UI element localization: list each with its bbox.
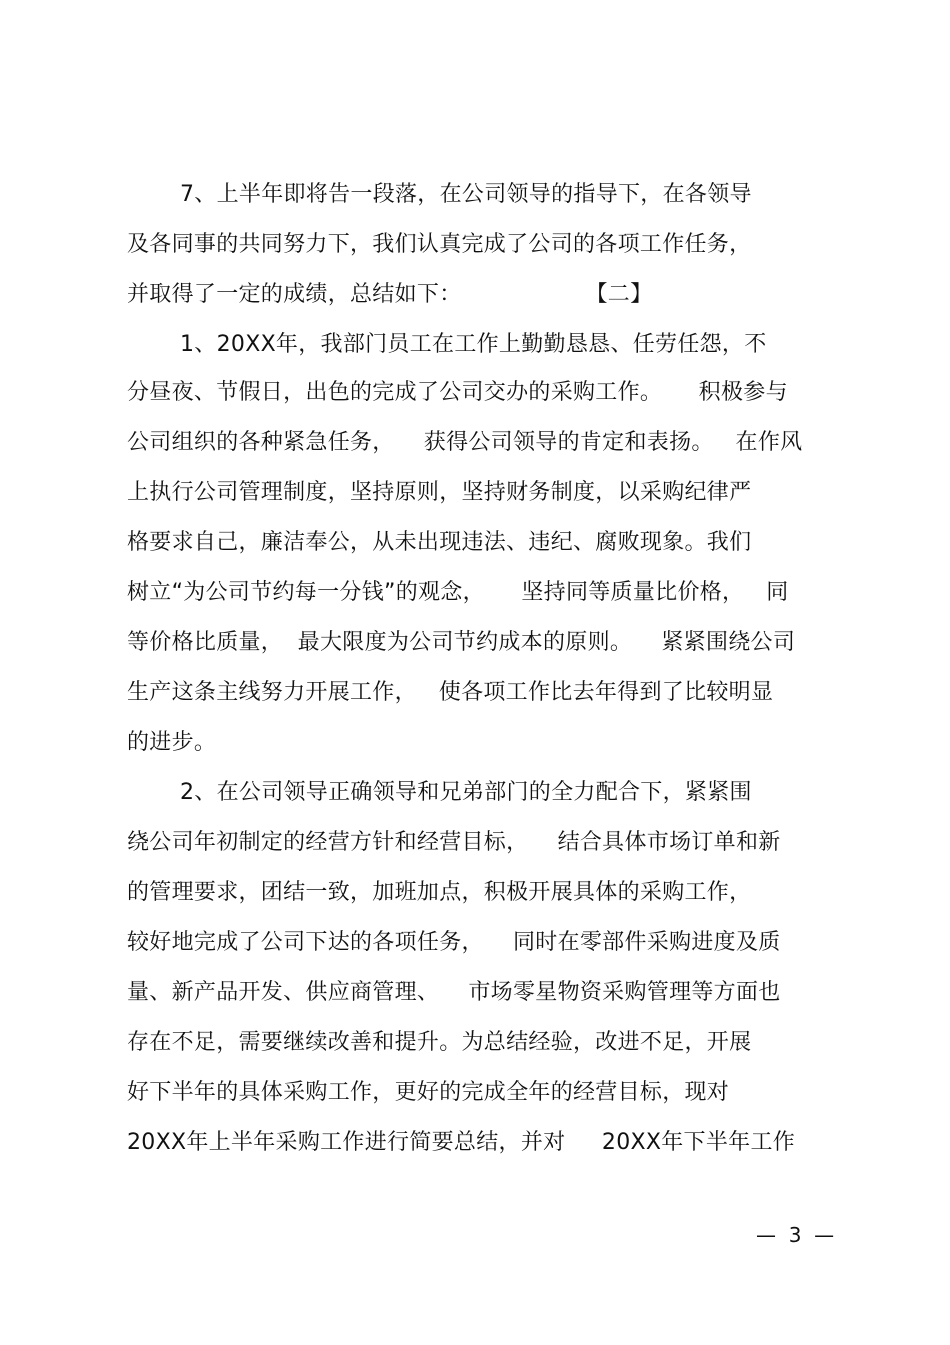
paragraph-line: 7、上半年即将告一段落，在公司领导的指导下，在各领导 xyxy=(180,182,752,207)
paragraph-line: 1、20XX年，我部门员工在工作上勤勤恳恳、任劳任怨，不 xyxy=(180,332,767,357)
paragraph-line: 生产这条主线努力开展工作， 使各项工作比去年得到了比较明显 xyxy=(127,680,774,705)
page-number: — 3 — xyxy=(756,1223,835,1247)
paragraph-line: 好下半年的具体采购工作，更好的完成全年的经营目标，现对 xyxy=(127,1080,730,1105)
paragraph-line: 20XX年上半年采购工作进行简要总结，并对 20XX年下半年工作 xyxy=(127,1130,796,1155)
paragraph-line: 公司组织的各种紧急任务， 获得公司领导的肯定和表扬。 在作风 xyxy=(127,430,803,455)
paragraph-line: 的进步。 xyxy=(127,730,217,755)
paragraph-line: 格要求自己，廉洁奉公，从未出现违法、违纪、腐败现象。我们 xyxy=(127,530,752,555)
paragraph-line: 的管理要求，团结一致，加班加点，积极开展具体的采购工作， xyxy=(127,880,752,905)
paragraph-line: 存在不足，需要继续改善和提升。为总结经验，改进不足，开展 xyxy=(127,1030,752,1055)
paragraph-line: 分昼夜、节假日，出色的完成了公司交办的采购工作。 积极参与 xyxy=(127,380,788,405)
paragraph-line: 上执行公司管理制度，坚持原则，坚持财务制度，以采购纪律严 xyxy=(127,480,752,505)
paragraph-line: 较好地完成了公司下达的各项任务， 同时在零部件采购进度及质 xyxy=(127,930,781,955)
paragraph-line: 2、在公司领导正确领导和兄弟部门的全力配合下，紧紧围 xyxy=(180,780,752,805)
paragraph-line: 并取得了一定的成绩，总结如下： 【二】 xyxy=(127,282,653,307)
paragraph-line: 等价格比质量， 最大限度为公司节约成本的原则。 紧紧围绕公司 xyxy=(127,630,796,655)
paragraph-line: 及各同事的共同努力下，我们认真完成了公司的各项工作任务， xyxy=(127,232,752,257)
paragraph-line: 绕公司年初制定的经营方针和经营目标， 结合具体市场订单和新 xyxy=(127,830,781,855)
paragraph-line: 量、新产品开发、供应商管理、 市场零星物资采购管理等方面也 xyxy=(127,980,781,1005)
paragraph-line: 树立“为公司节约每一分钱”的观念， 坚持同等质量比价格， 同 xyxy=(127,580,789,605)
